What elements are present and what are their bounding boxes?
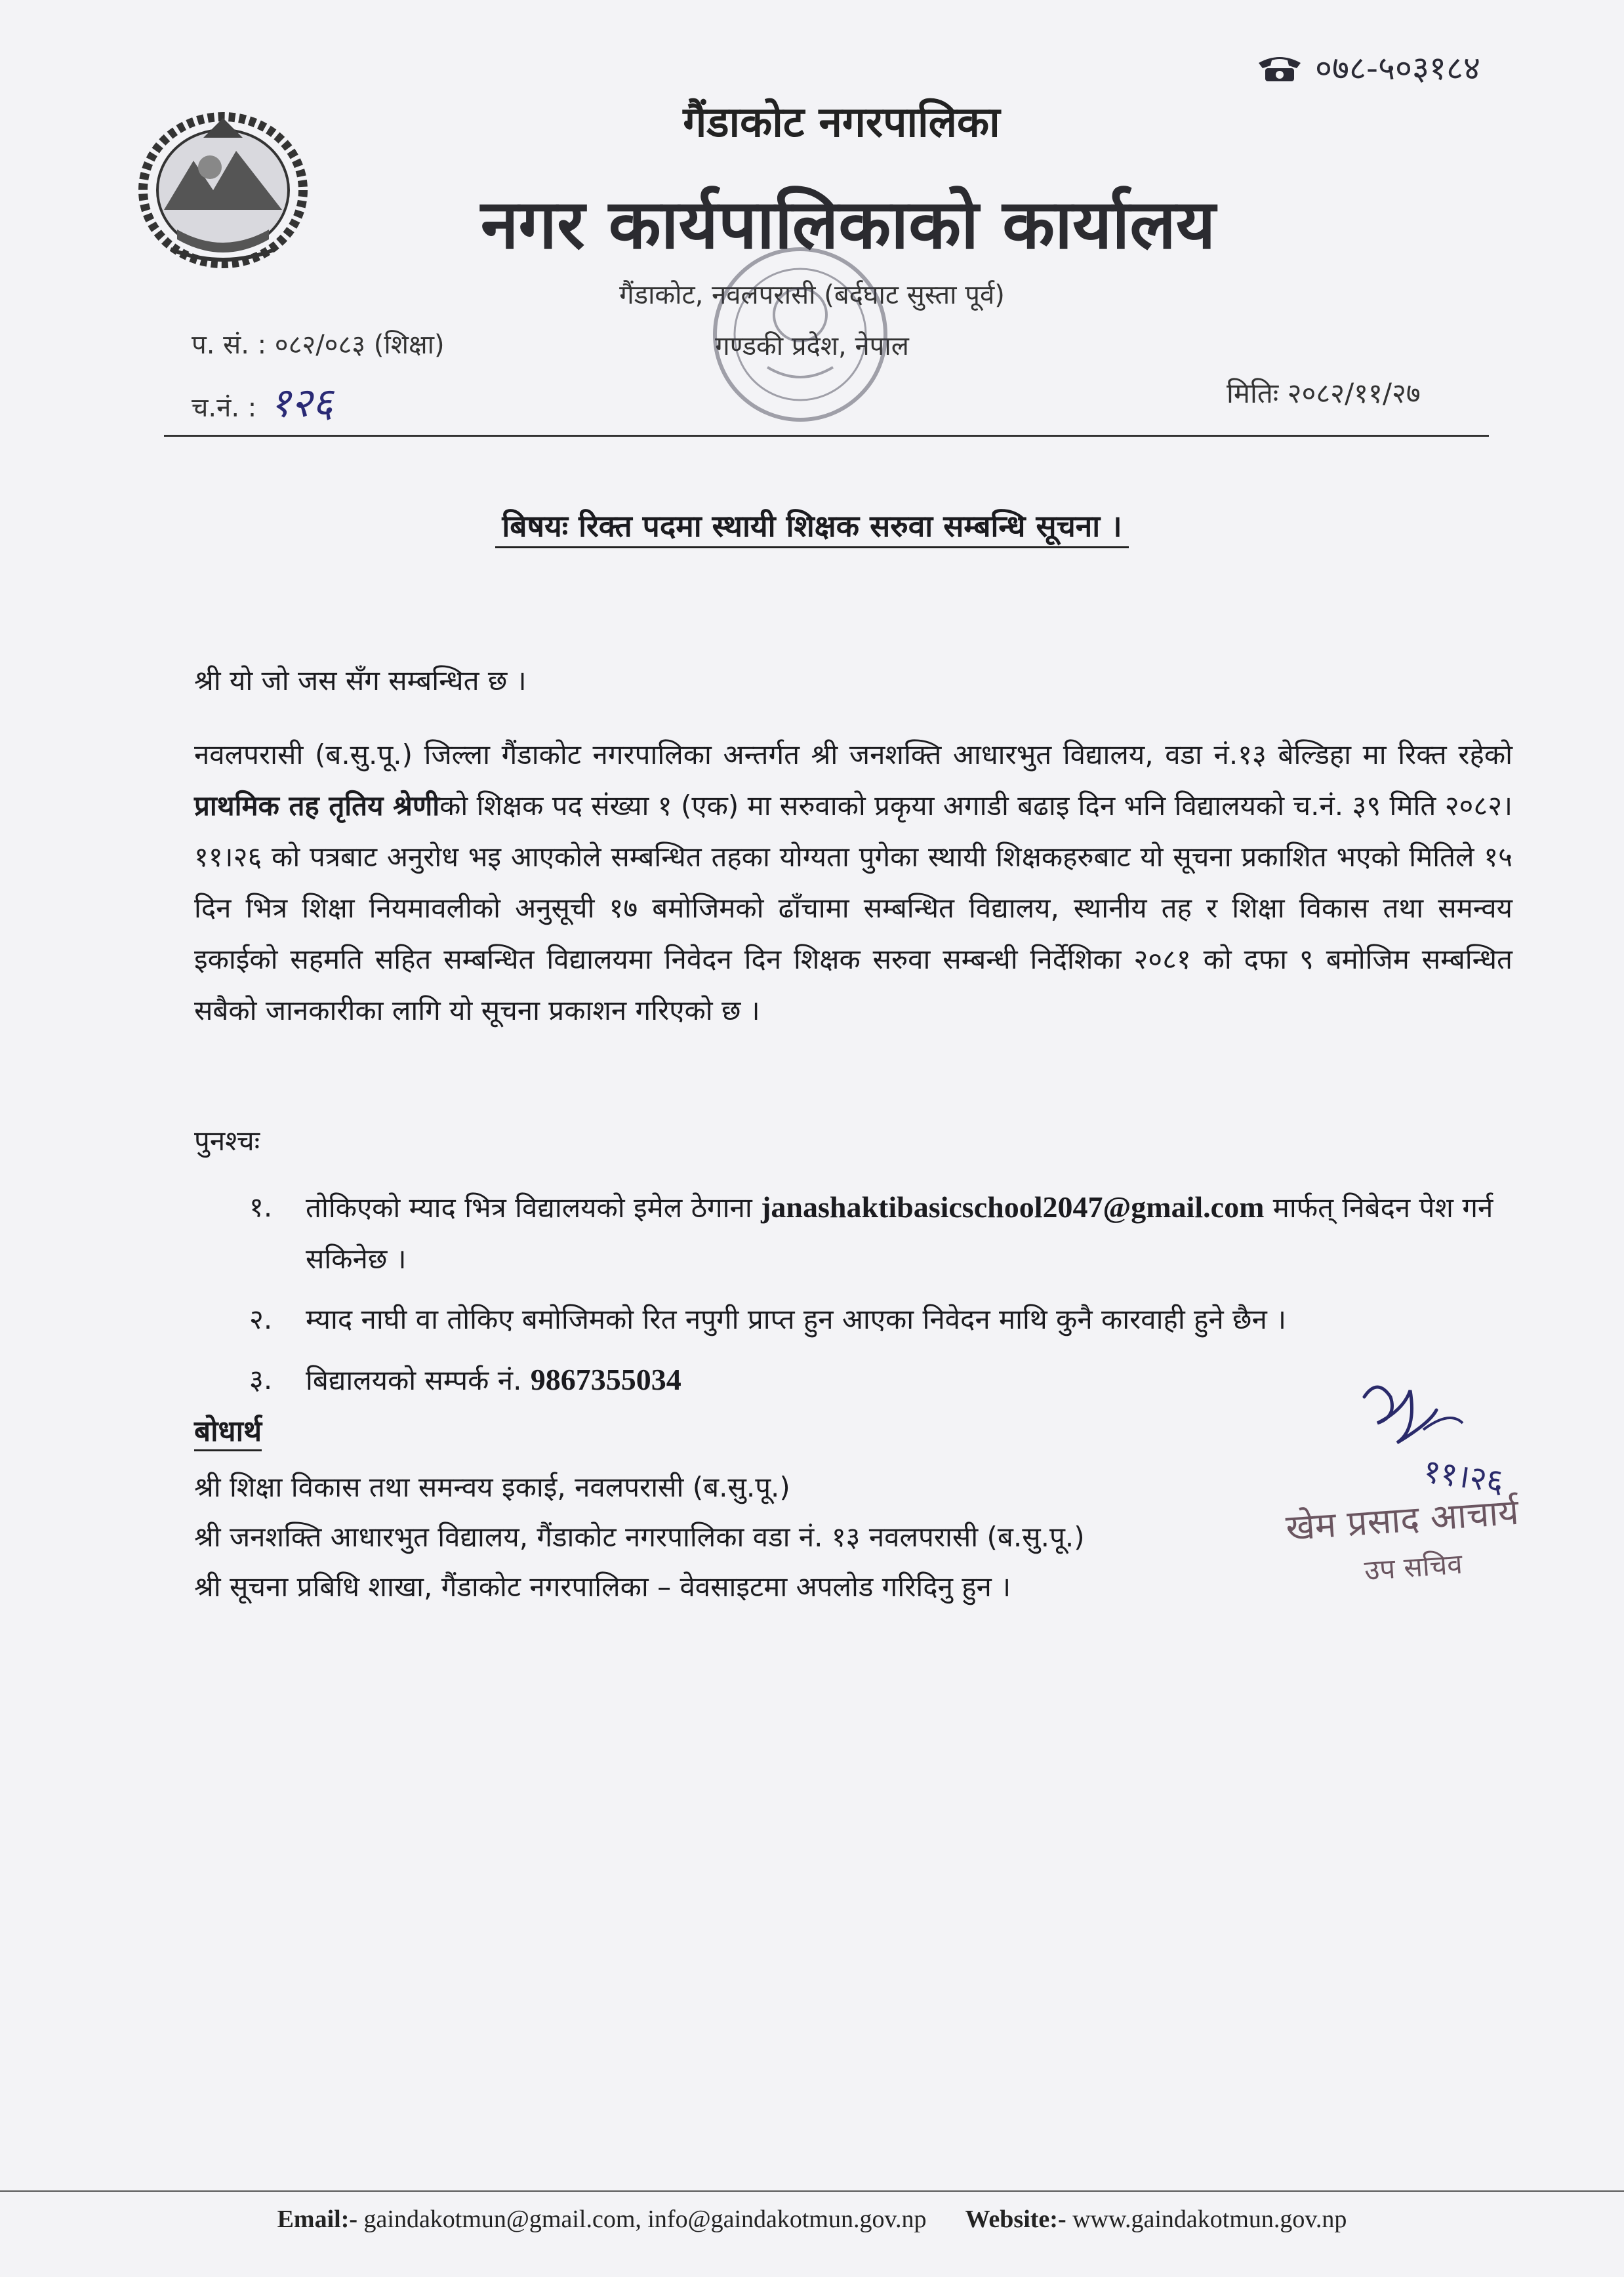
copy-to-list [194, 1462, 1085, 1612]
header-divider [164, 435, 1489, 437]
signatory-name: खेम प्रसाद आचार्य [1284, 1491, 1520, 1549]
salutation: श्री यो जो जस सँग सम्बन्धित छ । [194, 664, 527, 696]
signature-date: ११।२६ [1421, 1451, 1507, 1501]
signatory-title: उप सचिव [1363, 1547, 1464, 1587]
dispatch-number-label: च.नं. : [192, 393, 257, 423]
handwritten-signature [1351, 1371, 1522, 1502]
office-round-stamp [695, 236, 905, 433]
footer-contact [0, 2205, 1624, 2234]
paragraph-text-2: को शिक्षक पद संख्या १ (एक) मा सरुवाको प्रकृया अगाडी बढाइ दिन भनि विद्यालयको च.नं. ३९ मिति २०८२।११।२६ को पत्रबाट अनुरोध भइ आएकोले सम्बन्धित तहका योग्यता पुगेका स्थायी शिक्षकहरुबाट यो सूचना प्रकाशित भएको मितिले १५ दिन भित्र शिक्षा नियमावलीको अनुसूची १७ बमोजिमको ढाँचामा सम्बन्धित विद्यालय, स्थानीय तह र शिक्षा विकास तथा समन्वय इकाईको सहमति सहित सम्बन्धित विद्यालयमा निवेदन दिन शिक्षक सरुवा सम्बन्धी निर्देशिका २०८१ को दफा ९ बमोजिम सम्बन्धित सबैको जानकारीका लागि यो सूचना प्रकाशन गरिएको छ । [194, 790, 1512, 1026]
paragraph-bold-text: प्राथमिक तह तृतिय श्रेणी [194, 790, 440, 822]
phone-number [1256, 45, 1480, 89]
note-text: म्याद नाघी वा तोकिए बमोजिमको रित नपुगी प्राप्त हुन आएका निवेदन माथि कुनै कारवाही हुने छैन । [306, 1303, 1287, 1335]
office-province: गण्डकी प्रदेश, नेपाल [715, 331, 909, 361]
note-text: बिद्यालयको सम्पर्क नं. [306, 1364, 531, 1396]
postscript-label: पुनश्चः [194, 1125, 260, 1157]
municipality-name: गैंडाकोट नगरपालिका [683, 98, 1000, 147]
reference-number: प. सं. : ०८२/०८३ (शिक्षा) [192, 330, 445, 360]
note-text: तोकिएको म्याद भित्र विद्यालयको इमेल ठेगाना [306, 1192, 761, 1224]
subject-line [0, 505, 1624, 546]
note-item [249, 1182, 1515, 1285]
note-item [249, 1294, 1515, 1345]
note-number: १. [249, 1191, 273, 1223]
copy-to-heading: बोधार्थ [194, 1410, 262, 1451]
subject-text: बिषयः रिक्त पदमा स्थायी शिक्षक सरुवा सम्बन्धि सूचना । [495, 508, 1128, 548]
office-name: नगर कार्यपालिकाको कार्यालय [480, 184, 1216, 264]
paragraph-text-1: नवलपरासी (ब.सु.पू.) जिल्ला गैंडाकोट नगरपालिका अन्तर्गत श्री जनशक्ति आधारभुत विद्यालय, वडा नं.१३ बेल्डिहा मा रिक्त रहेको [194, 738, 1512, 771]
copy-to-item: श्री जनशक्ति आधारभुत विद्यालय, गैंडाकोट नगरपालिका वडा नं. १३ नवलपरासी (ब.सु.पू.) [194, 1521, 1085, 1553]
copy-to-item: श्री शिक्षा विकास तथा समन्वय इकाई, नवलपरासी (ब.सु.पू.) [194, 1471, 790, 1503]
email-label: Email:- [277, 2206, 358, 2233]
dispatch-number-value: १२६ [270, 378, 333, 426]
copy-to-item: श्री सूचना प्रबिधि शाखा, गैंडाकोट नगरपालिका – वेवसाइटमा अपलोड गरिदिनु हुन । [194, 1571, 1011, 1603]
office-address: गैंडाकोट, नवलपरासी (बर्दघाट सुस्ता पूर्व) [619, 280, 1005, 310]
note-text-end: मार्फत् निबेदन पेश गर्न सकिनेछ । [306, 1192, 1493, 1275]
website-label: Website:- [965, 2206, 1066, 2233]
school-email: janashaktibasicschool2047@gmail.com [761, 1190, 1265, 1224]
dispatch-number [192, 374, 333, 429]
note-number: ३. [249, 1363, 273, 1396]
footer-website-link[interactable]: www.gaindakotmun.gov.np [1072, 2206, 1347, 2233]
phone-number-text: ०७८-५०३१८४ [1315, 49, 1481, 87]
note-number: २. [249, 1303, 273, 1335]
notes-list [249, 1182, 1515, 1415]
footer-divider [0, 2190, 1624, 2192]
telephone-icon [1256, 51, 1303, 83]
footer-emails[interactable]: gaindakotmun@gmail.com, info@gaindakotmun.gov.np [363, 2206, 927, 2233]
letter-date: मितिः २०८२/११/२७ [1227, 377, 1421, 409]
school-contact-number: 9867355034 [530, 1363, 681, 1396]
note-item [249, 1354, 1515, 1406]
notice-body-paragraph [194, 729, 1512, 1036]
